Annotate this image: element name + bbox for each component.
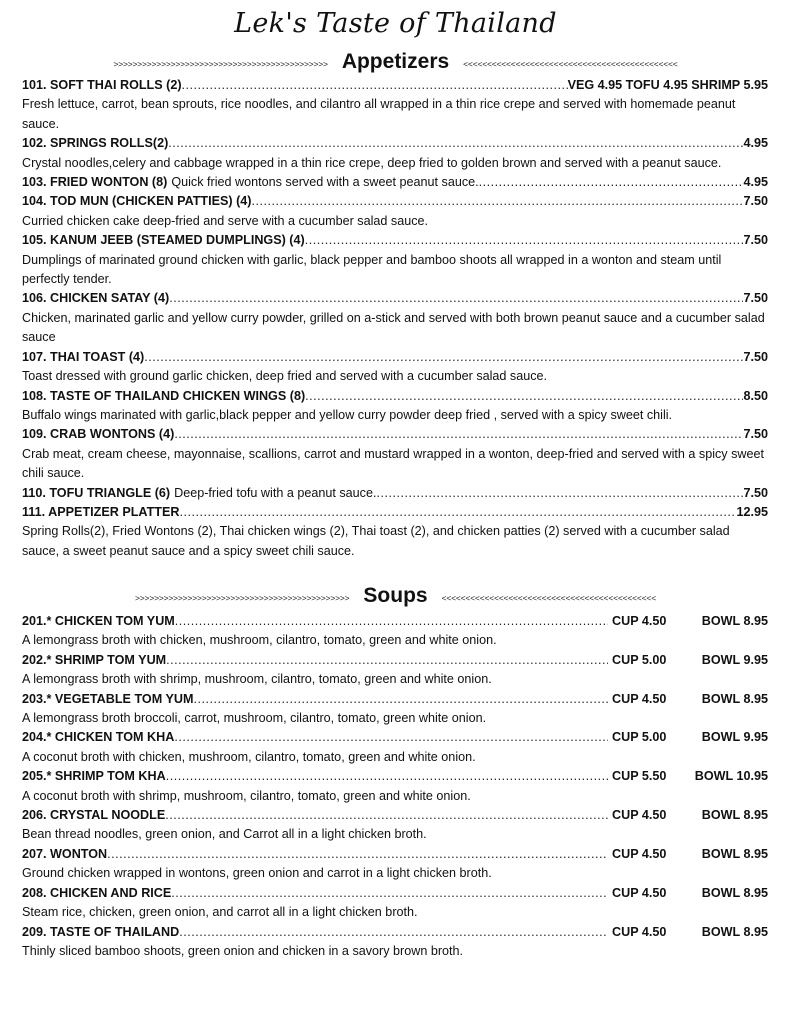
menu-item-208	[22, 884, 768, 923]
item-price: 7.50	[743, 485, 768, 500]
cup-price: CUP 4.50	[612, 614, 667, 628]
item-price: 7.50	[743, 291, 768, 306]
soups-header	[0, 584, 791, 608]
item-name: 201.* CHICKEN TOM YUM	[22, 614, 175, 628]
item-name: 204.* CHICKEN TOM KHA	[22, 730, 175, 745]
dot-leader	[144, 348, 743, 367]
item-description: Buffalo wings marinated with garlic,black pepper and yellow curry powder deep fried , served with a spicy sweet chili.	[22, 407, 673, 422]
item-description: Steam rice, chicken, green onion, and carrot all in a light chicken broth.	[22, 905, 418, 920]
item-description: Crab meat, cream cheese, mayonnaise, scallions, carrot and mustard wrapped in a wonton, deep-fried and served with a spicy sweet chili sauce.	[22, 446, 765, 481]
dot-leader	[193, 690, 608, 709]
dot-leader	[175, 612, 608, 631]
menu-item-203	[22, 690, 768, 729]
appetizers-arrows-right: <<<<<<<<<<<<<<<<<<<<<<<<<<<<<<<<<<<<<<<<<<<<<	[463, 59, 678, 69]
menu-item-104	[22, 192, 768, 231]
dot-leader	[376, 484, 743, 503]
menu-item-204	[22, 728, 768, 767]
soups-arrows-right: <<<<<<<<<<<<<<<<<<<<<<<<<<<<<<<<<<<<<<<<<<<<<	[441, 593, 656, 603]
menu-item-111	[22, 503, 768, 561]
appetizers-list	[22, 76, 768, 561]
menu-item-105	[22, 231, 768, 289]
item-description: A lemongrass broth with shrimp, mushroom, cilantro, tomato, green and white onion.	[22, 672, 492, 687]
item-name: 202.* SHRIMP TOM YUM	[22, 652, 167, 667]
item-description: Chicken, marinated garlic and yellow curry powder, grilled on a-stick and served with both brown peanut sauce and a cucumber salad sauce	[22, 310, 765, 345]
item-price: 4.95	[743, 136, 768, 151]
item-name: 101. SOFT THAI ROLLS (2)	[22, 78, 182, 92]
bowl-price: BOWL 8.95	[701, 885, 768, 900]
dot-leader	[107, 845, 608, 864]
item-price: 4.95	[743, 175, 768, 190]
item-name: 205.* SHRIMP TOM KHA	[22, 769, 166, 784]
cup-price: CUP 4.50	[612, 885, 667, 900]
dot-leader	[252, 192, 744, 211]
dot-leader	[166, 767, 608, 786]
appetizers-title: Appetizers	[341, 50, 450, 73]
item-name: 103. FRIED WONTON (8)	[22, 175, 168, 190]
menu-item-209	[22, 923, 768, 962]
item-description: Toast dressed with ground garlic chicken, deep fried and served with a cucumber salad sauce.	[22, 369, 548, 384]
item-name: 109. CRAB WONTONS (4)	[22, 427, 175, 442]
soups-arrows-left: >>>>>>>>>>>>>>>>>>>>>>>>>>>>>>>>>>>>>>>>>>>>>	[135, 593, 350, 603]
dot-leader	[174, 728, 608, 747]
menu-title: Lek's Taste of Thailand	[234, 8, 557, 39]
item-description: Fresh lettuce, carrot, bean sprouts, rice noodles, and cilantro all wrapped in a thin rice crepe and served with homemade peanut sauce.	[22, 97, 736, 131]
menu-item-108	[22, 387, 768, 426]
menu-item-103	[22, 173, 768, 192]
cup-price: CUP 5.00	[612, 730, 667, 745]
dot-leader	[169, 289, 743, 308]
cup-price: CUP 4.50	[612, 691, 667, 706]
bowl-price: BOWL 8.95	[701, 691, 768, 706]
item-name: 106. CHICKEN SATAY (4)	[22, 291, 170, 306]
item-price: VEG 4.95 TOFU 4.95 SHRIMP 5.95	[567, 78, 768, 92]
cup-price: CUP 4.50	[612, 846, 667, 861]
item-description: A coconut broth with shrimp, mushroom, cilantro, tomato, green and white onion.	[22, 788, 471, 803]
menu-item-201	[22, 612, 768, 651]
menu-item-205	[22, 767, 768, 806]
item-price: 8.50	[743, 388, 768, 403]
item-description: Dumplings of marinated ground chicken with garlic, black pepper and bamboo shoots all wrapped in a wonton and steam until perfectly tender.	[22, 252, 722, 287]
bowl-price: BOWL 9.95	[701, 652, 768, 667]
soups-title: Soups	[363, 584, 428, 607]
item-name: 111. APPETIZER PLATTER	[22, 504, 180, 519]
dot-leader	[179, 923, 608, 942]
item-description: Bean thread noodles, green onion, and Carrot all in a light chicken broth.	[22, 827, 427, 842]
appetizers-arrows-left: >>>>>>>>>>>>>>>>>>>>>>>>>>>>>>>>>>>>>>>>>>>>>	[113, 59, 328, 69]
menu-item-102	[22, 134, 768, 173]
menu-item-206	[22, 806, 768, 845]
item-name: 203.* VEGETABLE TOM YUM	[22, 691, 194, 706]
menu-item-202	[22, 651, 768, 690]
item-name: 102. SPRINGS ROLLS(2)	[22, 136, 169, 151]
item-name: 209. TASTE OF THAILAND	[22, 924, 180, 939]
cup-price: CUP 5.50	[612, 769, 667, 784]
item-name: 207. WONTON	[22, 846, 108, 861]
bowl-price: BOWL 9.95	[701, 730, 768, 745]
menu-item-110	[22, 484, 768, 503]
item-price: 7.50	[743, 349, 768, 364]
item-name: 108. TASTE OF THAILAND CHICKEN WINGS (8)	[22, 388, 306, 403]
menu-item-106	[22, 289, 768, 347]
bowl-price: BOWL 8.95	[701, 924, 768, 939]
bowl-price: BOWL 8.95	[701, 808, 768, 823]
menu-item-101	[22, 76, 768, 134]
dot-leader	[171, 884, 608, 903]
dot-leader	[174, 425, 743, 444]
item-price: 7.50	[743, 427, 768, 442]
item-description: A coconut broth with chicken, mushroom, cilantro, tomato, green and white onion.	[22, 749, 476, 764]
item-name: 206. CRYSTAL NOODLE	[22, 808, 166, 823]
item-description: Crystal noodles,celery and cabbage wrapped in a thin rice crepe, deep fried to golden brown and served with a peanut sauce.	[22, 155, 722, 170]
item-description: A lemongrass broth broccoli, carrot, mushroom, cilantro, tomato, green white onion.	[22, 711, 487, 726]
cup-price: CUP 4.50	[612, 808, 667, 823]
item-inline-description: Quick fried wontons served with a sweet peanut sauce.	[171, 175, 479, 190]
dot-leader	[165, 806, 608, 825]
cup-price: CUP 4.50	[612, 924, 667, 939]
item-description: A lemongrass broth with chicken, mushroom, cilantro, tomato, green and white onion.	[22, 633, 497, 648]
dot-leader	[166, 651, 608, 670]
bowl-price: BOWL 10.95	[694, 769, 768, 784]
dot-leader	[305, 231, 744, 250]
dot-leader	[179, 503, 736, 522]
soups-list	[22, 612, 768, 961]
item-price: 12.95	[736, 504, 768, 519]
item-name: 104. TOD MUN (CHICKEN PATTIES) (4)	[22, 194, 252, 209]
item-name: 110. TOFU TRIANGLE (6)	[22, 485, 171, 500]
menu-item-207	[22, 845, 768, 884]
item-description: Ground chicken wrapped in wontons, green onion and carrot in a light chicken broth.	[22, 866, 492, 881]
dot-leader	[182, 76, 568, 95]
item-name: 107. THAI TOAST (4)	[22, 349, 145, 364]
item-price: 7.50	[743, 194, 768, 209]
dot-leader	[168, 134, 743, 153]
item-price: 7.50	[743, 233, 768, 248]
appetizers-header	[0, 50, 791, 74]
menu-item-107	[22, 348, 768, 387]
cup-price: CUP 5.00	[612, 652, 667, 667]
item-description: Spring Rolls(2), Fried Wontons (2), Thai chicken wings (2), Thai toast (2), and chicken patties (2) served with a cucumber salad sauce, a sweet peanut sauce and a spicy sweet chili sauce.	[22, 524, 730, 558]
item-description: Curried chicken cake deep-fried and serve with a cucumber salad sauce.	[22, 213, 429, 228]
dot-leader	[305, 387, 743, 406]
item-name: 208. CHICKEN AND RICE	[22, 885, 172, 900]
bowl-price: BOWL 8.95	[701, 846, 768, 861]
item-description: Thinly sliced bamboo shoots, green onion and chicken in a savory brown broth.	[22, 943, 464, 958]
bowl-price: BOWL 8.95	[701, 614, 768, 628]
item-name: 105. KANUM JEEB (STEAMED DUMPLINGS) (4)	[22, 233, 305, 248]
menu-item-109	[22, 425, 768, 483]
dot-leader	[479, 173, 744, 192]
item-inline-description: Deep-fried tofu with a peanut sauce.	[174, 485, 377, 500]
